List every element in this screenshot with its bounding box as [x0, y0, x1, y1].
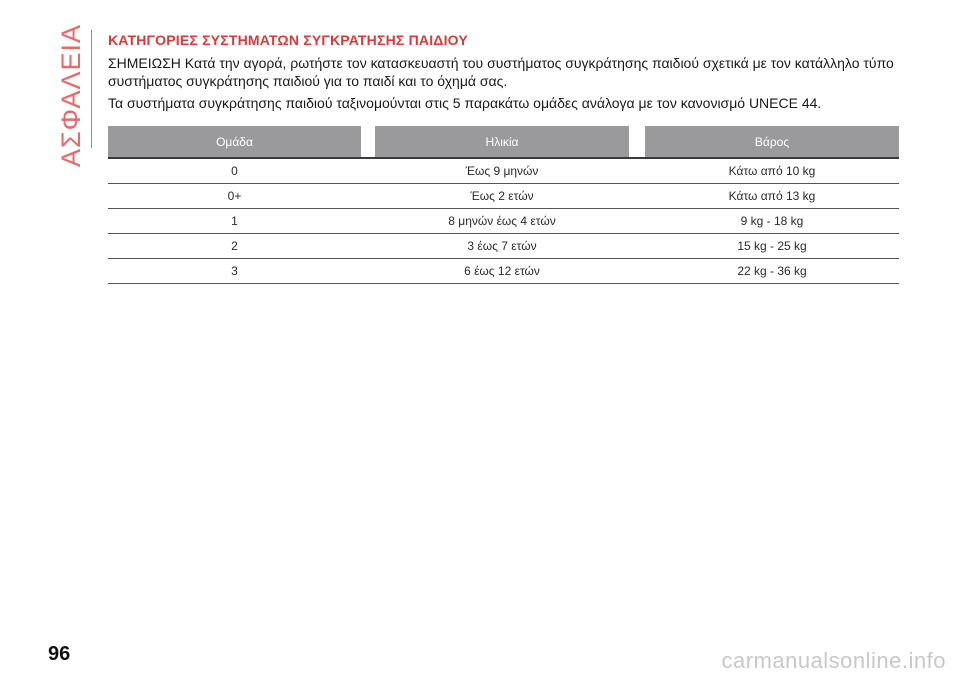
table-row — [108, 259, 899, 284]
table-row — [108, 159, 899, 184]
section-divider-line — [91, 30, 92, 148]
intro-paragraph: Τα συστήματα συγκράτησης παιδιού ταξινομούνται στις 5 παρακάτω ομάδες ανάλογα με τον κανονισμό UNECE 44. — [108, 95, 822, 111]
cell-weight: Κάτω από 13 kg — [728, 189, 816, 203]
cell-group: 0+ — [227, 189, 242, 203]
watermark: carmanualsonline.info — [721, 648, 946, 673]
cell-group: 2 — [231, 239, 238, 253]
header-weight: Βάρος — [645, 126, 899, 157]
child-restraint-groups-table — [108, 126, 899, 284]
section-heading: ΚΑΤΗΓΟΡΙΕΣ ΣΥΣΤΗΜΑΤΩΝ ΣΥΓΚΡΑΤΗΣΗΣ ΠΑΙΔΙΟΥ — [108, 32, 468, 48]
cell-age: 3 έως 7 ετών — [467, 239, 537, 253]
header-age: Ηλικία — [375, 126, 629, 157]
table-row — [108, 209, 899, 234]
section-side-label — [56, 23, 87, 167]
cell-age: 6 έως 12 ετών — [464, 264, 540, 278]
table-row — [108, 234, 899, 259]
section-side-label-text: ΑΣΦΑΛΕΙΑ — [56, 23, 87, 167]
cell-weight: 15 kg - 25 kg — [737, 239, 807, 253]
cell-weight: Κάτω από 10 kg — [728, 164, 816, 178]
table-row — [108, 184, 899, 209]
cell-group: 0 — [231, 164, 238, 178]
cell-weight: 22 kg - 36 kg — [737, 264, 807, 278]
page-number: 96 — [48, 643, 71, 665]
cell-age: 8 μηνών έως 4 ετών — [448, 214, 556, 228]
note-paragraph: ΣΗΜΕΙΩΣΗ Κατά την αγορά, ρωτήστε τον κατασκευαστή του συστήματος συγκράτησης παιδιού σχετικά με τον κατάλληλο τύπο συστήματος συγκράτησης παιδιού για το παιδί και το όχημά σας. — [108, 55, 894, 89]
cell-weight: 9 kg - 18 kg — [740, 214, 804, 228]
cell-age: Έως 2 ετών — [470, 189, 534, 203]
header-group: Ομάδα — [108, 126, 361, 157]
cell-group: 3 — [231, 264, 238, 278]
table-header — [108, 126, 899, 157]
cell-age: Έως 9 μηνών — [465, 164, 539, 178]
cell-group: 1 — [231, 214, 238, 228]
